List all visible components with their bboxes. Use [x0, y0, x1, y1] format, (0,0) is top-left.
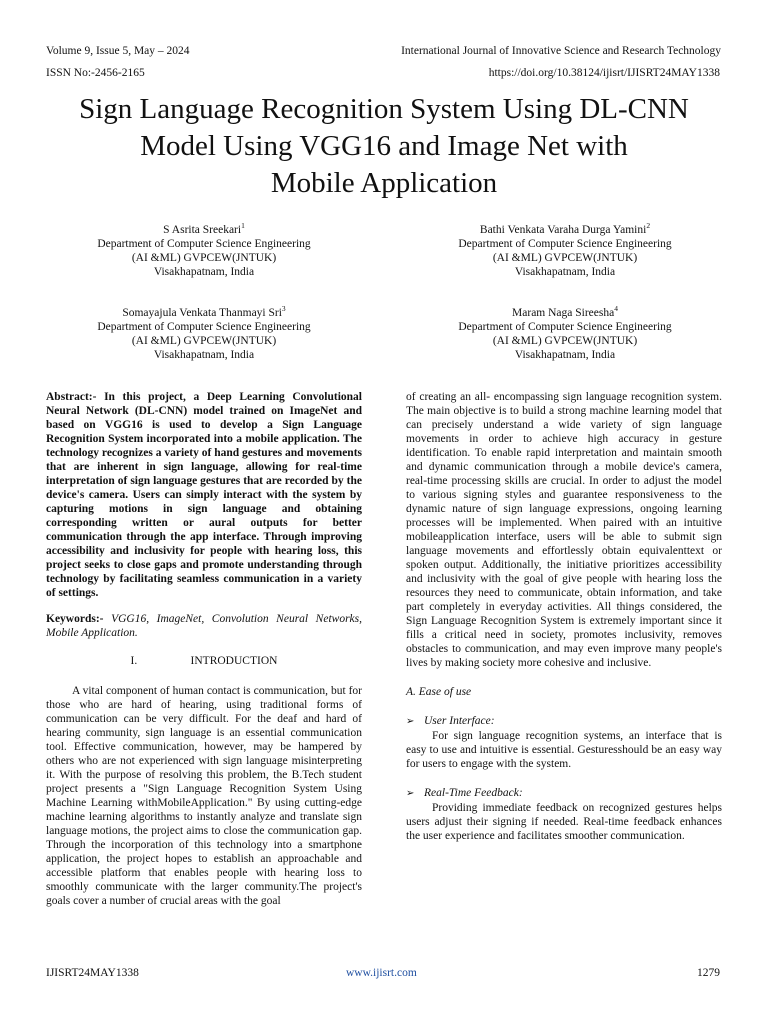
- author-sup: 1: [241, 221, 245, 231]
- intro-continued-paragraph: of creating an all- encompassing sign language recognition system. The main objective is to build a strong machine learning model that can precisely understand a wide variety of sign language movements in order to achieve high accuracy in gesture identification. To enable rapid interpretation and maintain smooth and dynamic communication through a mobile device's camera, real-time processing skills are crucial. In order to adjust the model to various signing styles and guarantee responsiveness to the dynamic nature of sign language expressions, ongoing learning processes will be implemented. When paired with an intuitive mobileapplication interface, users will be able to submit sign language movements and effortlessly obtain equivalenttext or spoken output. Additionally, the initiative prioritizes accessibility and inclusivity with the goal of give people with hearing loss the resources they need to communicate, obtain information, and take part completely in everyday activities. All things considered, the Sign Language Recognition System is extremely important since it fills a critical need in society, promotes inclusivity, removes obstacles to communication, and may even improve many people's lives by making society more cohesive and inclusive.: [406, 391, 722, 669]
- author-sup: 3: [281, 304, 286, 314]
- arrow-bullet-icon: ➢: [406, 788, 415, 799]
- paper-title: [20, 91, 748, 202]
- author-inst: (AI &ML) GVPCEW(JNTUK): [492, 335, 638, 347]
- bullet-text: For sign language recognition systems, an interface that is easy to use and intuitive is essential. Gesturesshould be an easy way for users to engage with the system.: [406, 730, 722, 770]
- issn: ISSN No:-2456-2165: [46, 67, 145, 79]
- author-dept: Department of Computer Science Engineering: [458, 238, 672, 250]
- author-name: S Asrita Sreekari: [163, 224, 242, 236]
- author-city: Visakhapatnam, India: [514, 266, 616, 278]
- author-1: [44, 223, 364, 279]
- bullet-real-time-feedback: [406, 786, 722, 801]
- abstract: Abstract:- In this project, a Deep Learning Convolutional Neural Network (DL-CNN) model trained on ImageNet and based on VGG16 is used to develop a Sign Language Recognition System incorporated into a mobile application. The technology recognizes a variety of hand gestures and movements that are inherent in sign language, allowing for real-time interpretation of sign language gestures that are recorded by the device's camera. Users can simply interact with the system by capturing motions in sign language and obtaining corresponding written or aural outputs for better communication through the app interface. Through improving accessibility and inclusivity for people with hearing loss, this project seeks to close gaps and promote understanding through technology by facilitating seamless communication in a variety of settings.: [46, 391, 362, 599]
- footer-website-link[interactable]: www.ijisrt.com: [346, 967, 417, 979]
- author-2: [405, 223, 725, 279]
- section-title: INTRODUCTION: [190, 655, 278, 667]
- title-line-1: Sign Language Recognition System Using DL-CNN: [79, 93, 689, 125]
- page-number: 1279: [697, 967, 720, 979]
- intro-paragraph: A vital component of human contact is communication, but for those who are hard of hearing, using traditional forms of communication can be very difficult. For the deaf and hard of hearing community, sign language is an essential communication tool. Effective communication, however, may be hampered by others who are not experienced with sign language misinterpreting it. With the purpose of resolving this problem, the B.Tech student project presents a "Sign Language Recognition System Using Machine Learning withMobileApplication." By using cutting-edge machine learning algorithms to instantly analyze and translate sign language motions, the project aims to close the communication gap. Through the incorporation of this technology into a smartphone application, the project hopes to establish an approachable and accessible platform that enables people with hearing loss to smoothly communicate with the larger community.The project's goals cover a number of crucial areas with the goal: [46, 685, 362, 907]
- author-city: Visakhapatnam, India: [153, 266, 255, 278]
- bullet-title: User Interface:: [424, 715, 495, 727]
- left-column: [46, 390, 362, 908]
- author-inst: (AI &ML) GVPCEW(JNTUK): [131, 252, 277, 264]
- bullet-user-interface: [406, 714, 722, 729]
- author-dept: Department of Computer Science Engineering: [97, 321, 311, 333]
- bullet-text: Providing immediate feedback on recognized gestures helps users adjust their signing if needed. Real-time feedback enhances the user experience and facilitates smoother communication.: [406, 802, 722, 842]
- author-sup: 2: [646, 221, 651, 231]
- author-name: Bathi Venkata Varaha Durga Yamini: [479, 224, 647, 236]
- subsection-ease-of-use: A. Ease of use: [406, 686, 472, 698]
- journal-name: International Journal of Innovative Science and Research Technology: [401, 45, 721, 57]
- keywords-label: Keywords:-: [46, 613, 104, 625]
- title-line-2: Model Using VGG16 and Image Net with: [140, 130, 628, 162]
- keywords: [46, 612, 362, 640]
- author-3: [44, 306, 364, 362]
- author-dept: Department of Computer Science Engineering: [97, 238, 311, 250]
- author-city: Visakhapatnam, India: [153, 349, 255, 361]
- author-name: Somayajula Venkata Thanmayi Sri: [122, 307, 282, 319]
- author-inst: (AI &ML) GVPCEW(JNTUK): [131, 335, 277, 347]
- bullet-title: Real-Time Feedback:: [424, 787, 523, 799]
- volume-info: Volume 9, Issue 5, May – 2024: [46, 45, 190, 57]
- footer-paper-id: IJISRT24MAY1338: [46, 967, 139, 979]
- author-inst: (AI &ML) GVPCEW(JNTUK): [492, 252, 638, 264]
- section-heading-introduction: [46, 654, 362, 668]
- title-line-3: Mobile Application: [270, 167, 498, 199]
- doi-link[interactable]: https://doi.org/10.38124/ijisrt/IJISRT24MAY1338: [488, 67, 720, 79]
- section-number: I.: [130, 655, 138, 667]
- author-city: Visakhapatnam, India: [514, 349, 616, 361]
- author-dept: Department of Computer Science Engineering: [458, 321, 672, 333]
- author-4: [405, 306, 725, 362]
- author-sup: 4: [614, 304, 618, 314]
- author-name: Maram Naga Sireesha: [512, 307, 615, 319]
- arrow-bullet-icon: ➢: [406, 716, 415, 727]
- keywords-text: VGG16, ImageNet, Convolution Neural Networks, Mobile Application.: [46, 613, 363, 639]
- right-column: [406, 390, 722, 843]
